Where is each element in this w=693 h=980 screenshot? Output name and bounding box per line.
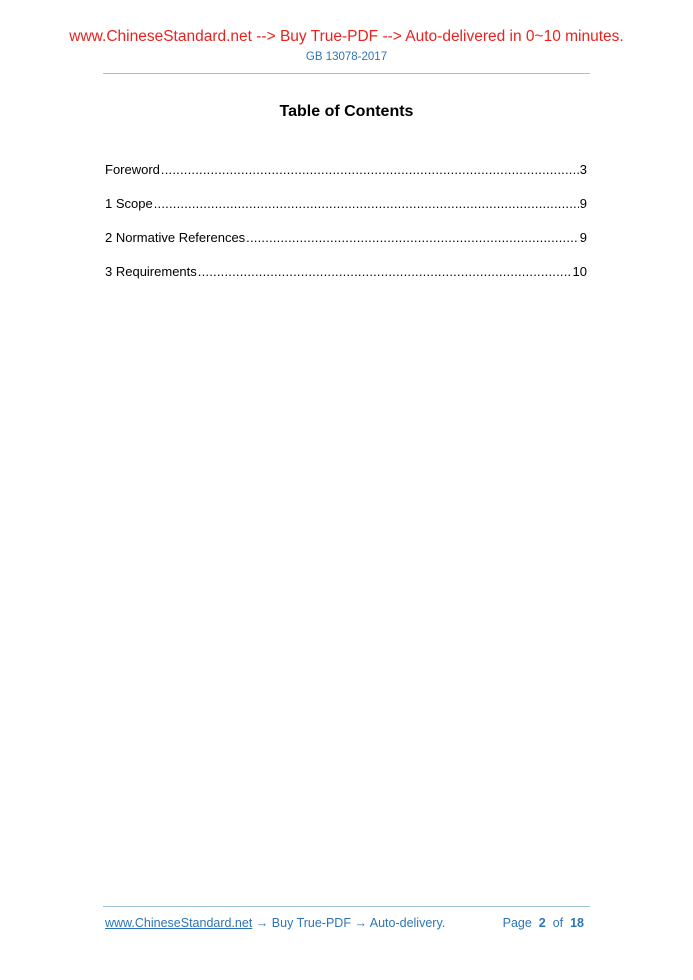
arrow-icon: → xyxy=(354,916,367,930)
toc-entry-foreword[interactable] xyxy=(105,162,587,196)
page-indicator xyxy=(503,916,584,930)
toc-entry-label: Foreword xyxy=(105,162,160,177)
toc-entry-page: 3 xyxy=(579,162,587,177)
toc-entry-label: 2 Normative References xyxy=(105,230,246,245)
footer-promo xyxy=(105,916,445,930)
toc-entry-scope[interactable] xyxy=(105,196,587,230)
of-label: of xyxy=(552,916,564,930)
table-of-contents xyxy=(105,162,587,298)
header-divider xyxy=(103,73,590,74)
standard-code: GB 13078-2017 xyxy=(305,51,388,63)
footer-divider xyxy=(103,906,590,907)
toc-entry-label: 3 Requirements xyxy=(105,264,197,279)
footer-buy-text: Buy True-PDF xyxy=(271,916,351,930)
toc-entry-page: 9 xyxy=(579,196,587,211)
toc-entry-requirements[interactable] xyxy=(105,264,587,298)
toc-title: Table of Contents xyxy=(279,103,414,120)
promo-banner[interactable]: www.ChineseStandard.net --> Buy True-PDF --> Auto-delivered in 0~10 minutes. xyxy=(69,28,624,45)
dot-leader xyxy=(246,230,579,245)
toc-entry-page: 10 xyxy=(572,264,587,279)
dot-leader xyxy=(161,162,579,177)
total-pages: 18 xyxy=(570,916,584,930)
chinesestandard-link[interactable]: www.ChineseStandard.net xyxy=(105,916,253,930)
toc-entry-normative-references[interactable] xyxy=(105,230,587,264)
footer-delivery-text: Auto-delivery. xyxy=(369,916,446,930)
dot-leader xyxy=(154,196,579,211)
dot-leader xyxy=(198,264,572,279)
current-page-number: 2 xyxy=(538,916,546,930)
arrow-icon: → xyxy=(255,916,269,930)
toc-entry-label: 1 Scope xyxy=(105,196,153,211)
toc-entry-page: 9 xyxy=(579,230,587,245)
page-label: Page xyxy=(502,916,532,930)
